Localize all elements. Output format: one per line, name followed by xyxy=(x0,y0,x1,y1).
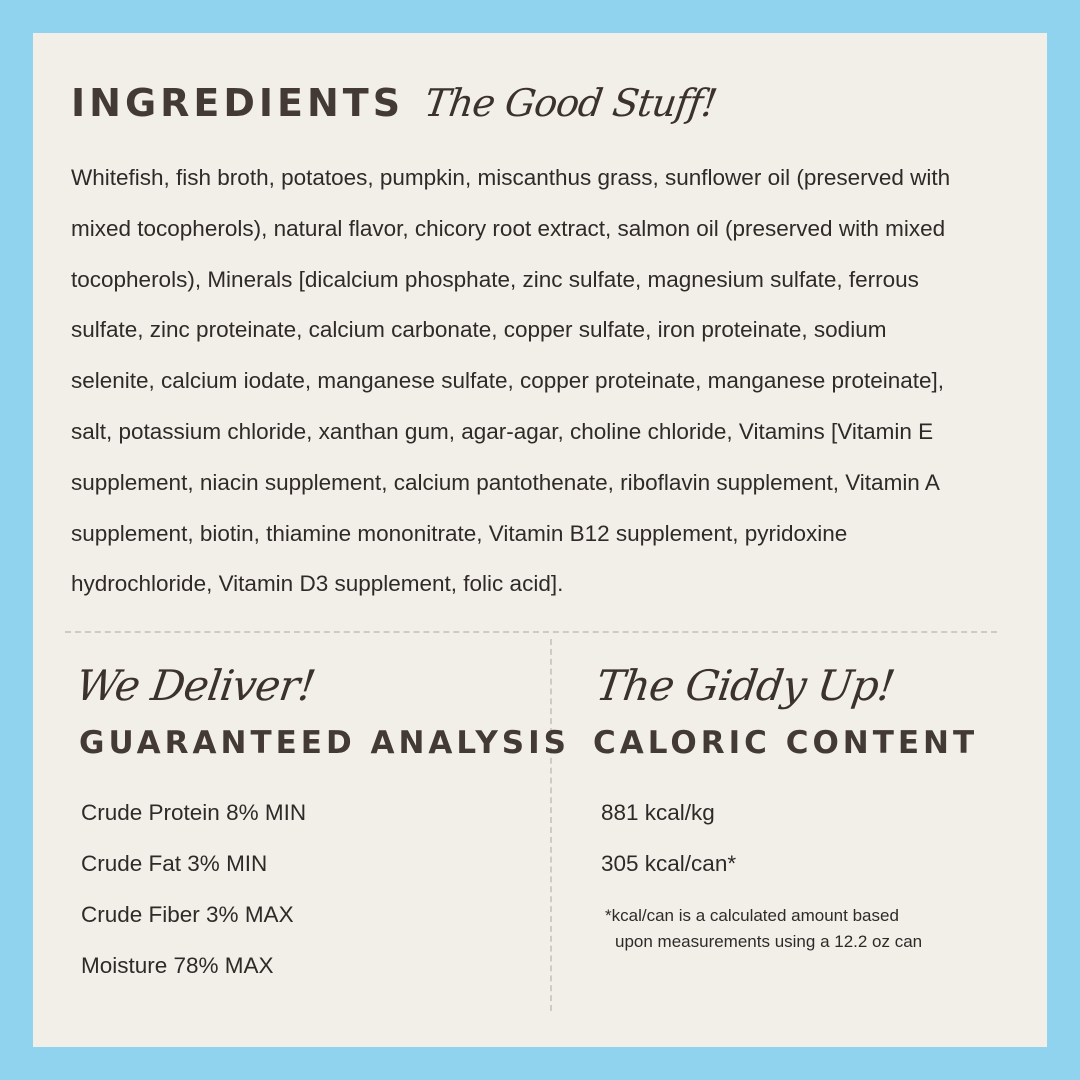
guaranteed-analysis-section xyxy=(73,661,570,991)
analysis-tagline: We Deliver! xyxy=(73,661,318,710)
footnote-line-1: *kcal/can is a calculated amount based xyxy=(605,906,899,925)
caloric-item: 305 kcal/can* xyxy=(601,851,737,876)
analysis-item: Moisture 78% MAX xyxy=(81,953,274,978)
caloric-content-section xyxy=(593,661,985,955)
analysis-item: Crude Fiber 3% MAX xyxy=(81,902,294,927)
ingredients-text: Whitefish, fish broth, potatoes, pumpkin, miscanthus grass, sunflower oil (preserved with mixed tocopherols), natural flavor, chicory root extract, salmon oil (preserved with mixed tocopherols), Minerals [dicalcium phosphate, zinc sulfate, magnesium sulfate, ferrous sulfate, zinc proteinate, calcium carbonate, copper sulfate, iron proteinate, sodium selenite, calcium iodate, manganese sulfate, copper proteinate, manganese proteinate], salt, potassium chloride, xanthan gum, agar-agar, choline chloride, Vitamins [Vitamin E supplement, niacin supplement, calcium pantothenate, riboflavin supplement, Vitamin A supplement, biotin, thiamine mononitrate, Vitamin B12 supplement, pyridoxine hydrochloride, Vitamin D3 supplement, folic acid]. xyxy=(71,165,951,597)
ingredients-tagline: The Good Stuff! xyxy=(422,81,720,125)
horizontal-divider xyxy=(65,631,997,633)
footnote-line-2: upon measurements using a 12.2 oz can xyxy=(615,932,923,951)
caloric-footnote xyxy=(605,903,985,955)
ingredients-header xyxy=(71,81,720,125)
analysis-item: Crude Fat 3% MIN xyxy=(81,851,268,876)
caloric-list xyxy=(601,787,985,889)
caloric-heading: CALORIC CONTENT xyxy=(593,725,979,761)
caloric-item: 881 kcal/kg xyxy=(601,800,715,825)
caloric-tagline: The Giddy Up! xyxy=(593,661,898,710)
analysis-item: Crude Protein 8% MIN xyxy=(81,800,307,825)
analysis-heading: GUARANTEED ANALYSIS xyxy=(79,725,570,761)
nutrition-card xyxy=(33,33,1047,1047)
analysis-list xyxy=(81,787,570,991)
ingredients-heading: INGREDIENTS xyxy=(71,81,405,125)
